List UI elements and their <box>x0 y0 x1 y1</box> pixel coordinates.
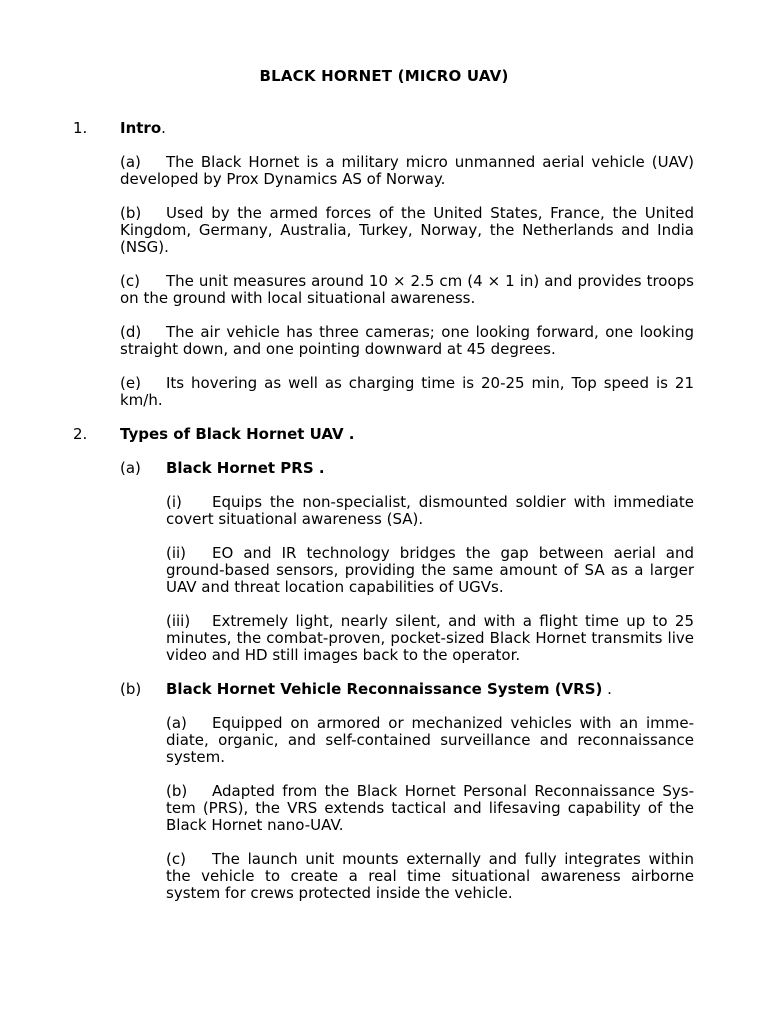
subsection-label: (a) <box>120 459 141 477</box>
section-1-item-e <box>120 375 694 409</box>
subsection-title: Black Hornet PRS . <box>166 459 325 477</box>
item-text: Equipped on armored or mechanized vehicles with an imme-diate, organic, and self-contained surveillance and reconnaissance system. <box>166 714 694 766</box>
document-title: BLACK HORNET (MICRO UAV) <box>259 67 509 85</box>
section-1-item-c <box>120 273 694 307</box>
item-text: The launch unit mounts externally and fully integrates within the vehicle to create a real time situational awareness airborne system for crews protected inside the vehicle. <box>166 850 694 902</box>
subsection-a-heading <box>120 460 325 477</box>
subsection-title-tail: . <box>602 680 612 698</box>
subsection-title: Black Hornet Vehicle Reconnaissance System (VRS) <box>166 680 603 698</box>
subsection-a-item-ii <box>166 545 694 596</box>
subsection-b-item-a <box>166 715 694 766</box>
item-label: (d) <box>120 323 142 341</box>
item-label: (b) <box>120 204 142 222</box>
section-1-item-d <box>120 324 694 358</box>
item-label: (a) <box>120 153 141 171</box>
subsection-a-item-i <box>166 494 694 528</box>
item-text: The air vehicle has three cameras; one looking forward, one looking straight down, and one pointing downward at 45 degrees. <box>120 323 694 358</box>
item-text: The Black Hornet is a military micro unmanned aerial vehicle (UAV) developed by Prox Dynamics AS of Norway. <box>120 153 694 188</box>
item-label: (b) <box>166 782 188 800</box>
item-text: The unit measures around 10 × 2.5 cm (4 × 1 in) and provides troops on the ground with local situational awareness. <box>120 272 694 307</box>
item-label: (c) <box>166 850 186 868</box>
item-text: Its hovering as well as charging time is 20-25 min, Top speed is 21 km/h. <box>120 374 694 409</box>
section-1-heading <box>120 120 166 137</box>
subsection-b-item-c <box>166 851 694 902</box>
item-label: (e) <box>120 374 141 392</box>
item-text: Equips the non-specialist, dismounted soldier with immediate covert situational awareness (SA). <box>166 493 694 528</box>
subsection-b-heading <box>120 681 612 698</box>
item-text: Used by the armed forces of the United States, France, the United Kingdom, Germany, Australia, Turkey, Norway, the Netherlands and India (NSG). <box>120 204 694 256</box>
section-1-number: 1. <box>73 119 88 137</box>
section-1-heading-tail: . <box>161 119 166 137</box>
subsection-a-item-iii <box>166 613 694 664</box>
item-text: EO and IR technology bridges the gap between aerial and ground-based sensors, providing the same amount of SA as a larger UAV and threat location capabilities of UGVs. <box>166 544 694 596</box>
subsection-b-item-b <box>166 783 694 834</box>
item-text: Extremely light, nearly silent, and with a flight time up to 25 minutes, the combat-proven, pocket-sized Black Hornet transmits live video and HD still images back to the operator. <box>166 612 694 664</box>
item-label: (c) <box>120 272 140 290</box>
section-1-item-a <box>120 154 694 188</box>
item-text: Adapted from the Black Hornet Personal Reconnaissance Sys-tem (PRS), the VRS extends tactical and lifesaving capability of the Black Hornet nano-UAV. <box>166 782 694 834</box>
section-2-heading: Types of Black Hornet UAV . <box>120 425 355 443</box>
section-1-heading-text: Intro <box>120 119 162 137</box>
item-label: (a) <box>166 714 187 732</box>
item-label: (ii) <box>166 544 187 562</box>
item-label: (iii) <box>166 612 191 630</box>
item-label: (i) <box>166 493 182 511</box>
subsection-label: (b) <box>120 680 142 698</box>
section-2-number: 2. <box>73 425 88 443</box>
section-1-item-b <box>120 205 694 256</box>
